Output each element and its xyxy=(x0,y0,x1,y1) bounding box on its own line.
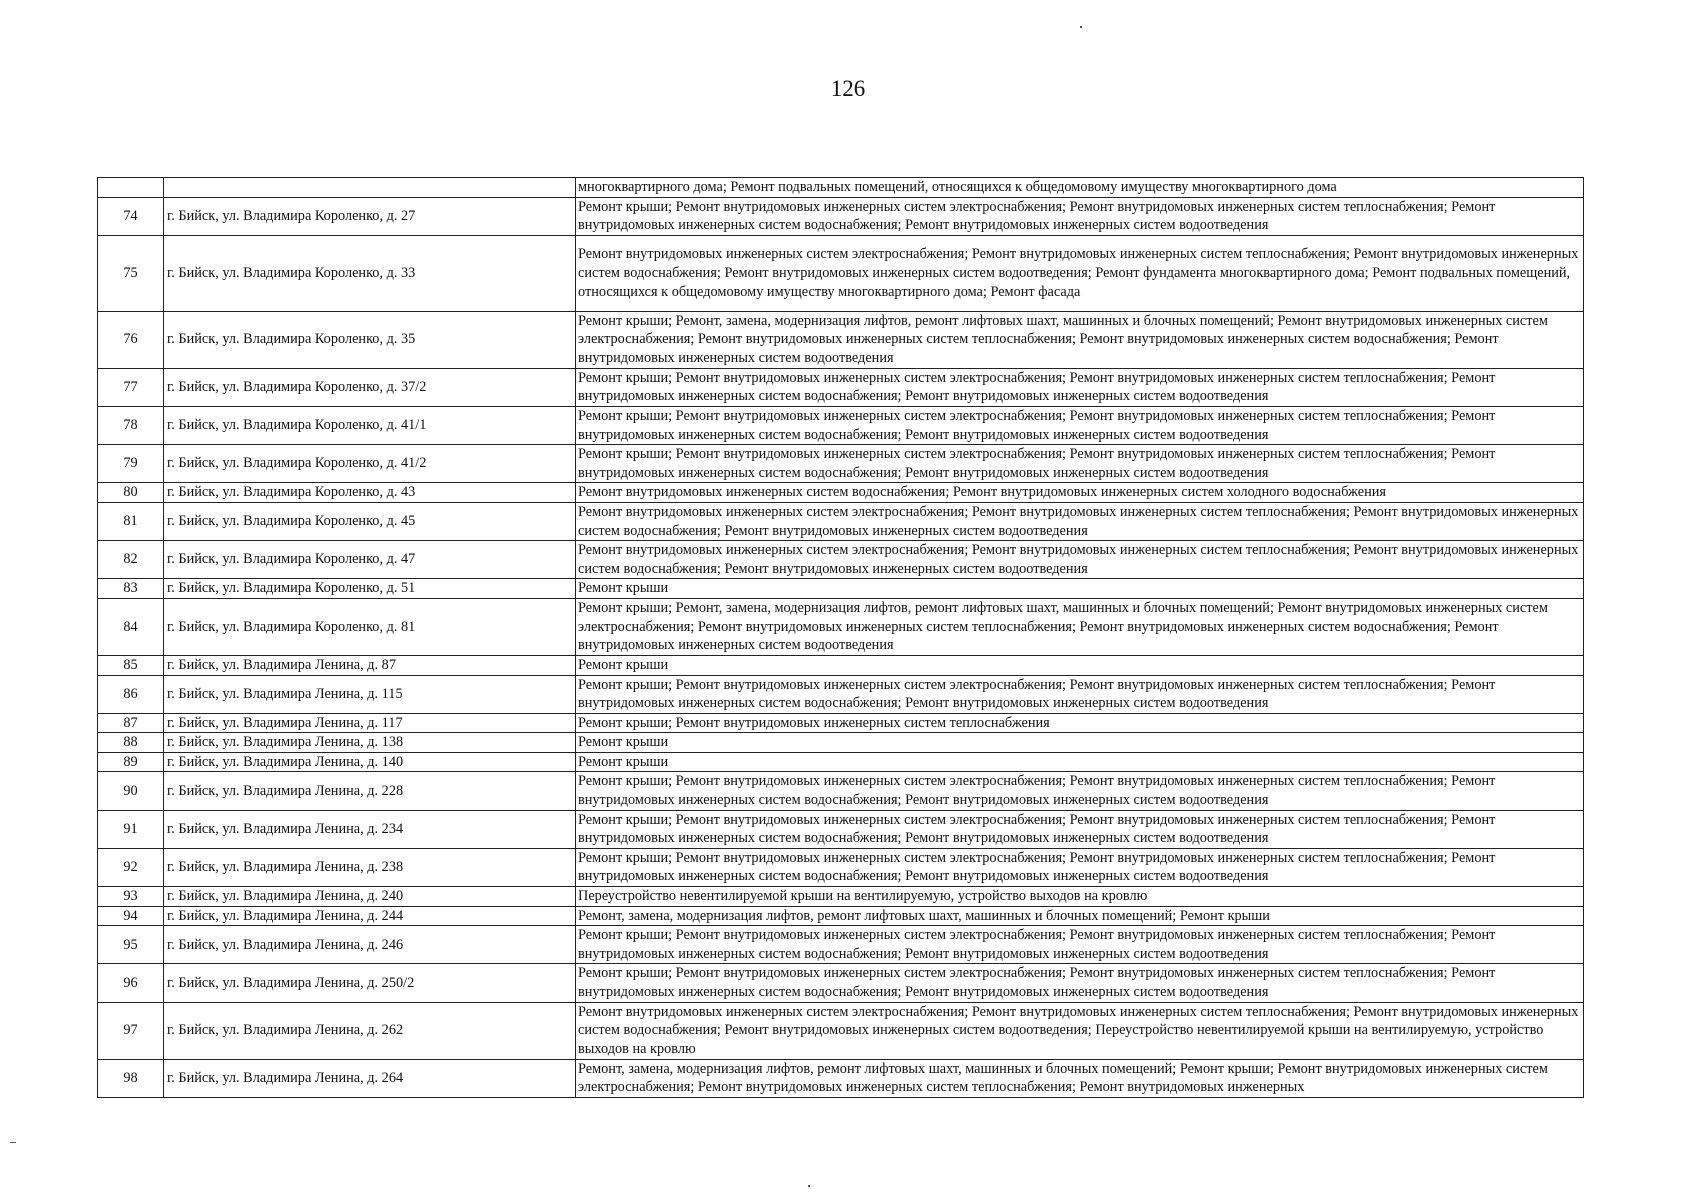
table-row xyxy=(98,655,1584,675)
address-cell: г. Бийск, ул. Владимира Ленина, д. 250/2 xyxy=(164,964,576,1002)
row-number-cell: 74 xyxy=(98,197,164,235)
row-number-cell: 89 xyxy=(98,752,164,772)
works-cell: Ремонт крыши; Ремонт внутридомовых инженерных систем электроснабжения; Ремонт внутридомовых инженерных систем теплоснабжения; Ремонт внутридомовых инженерных систем водоснабжения; Ремонт внутридомовых инженерных систем водоотведения xyxy=(576,368,1584,406)
page-number: 126 xyxy=(830,76,866,101)
row-number-cell: 76 xyxy=(98,311,164,368)
table-row xyxy=(98,311,1584,368)
table-row xyxy=(98,752,1584,772)
row-number-cell: 78 xyxy=(98,406,164,444)
table-row xyxy=(98,772,1584,810)
address-cell: г. Бийск, ул. Владимира Ленина, д. 262 xyxy=(164,1002,576,1059)
table-row xyxy=(98,502,1584,540)
works-cell: Ремонт крыши; Ремонт, замена, модернизация лифтов, ремонт лифтовых шахт, машинных и блочных помещений; Ремонт внутридомовых инженерных систем электроснабжения; Ремонт внутридомовых инженерных систем теплоснабжения; Ремонт внутридомовых инженерных систем водоснабжения; Ремонт внутридомовых инженерных систем водоотведения xyxy=(576,598,1584,655)
table-row xyxy=(98,406,1584,444)
table-row xyxy=(98,675,1584,713)
row-number-cell: 94 xyxy=(98,906,164,926)
table-row xyxy=(98,445,1584,483)
row-number-cell: 93 xyxy=(98,887,164,907)
table-row xyxy=(98,197,1584,235)
address-cell: г. Бийск, ул. Владимира Ленина, д. 87 xyxy=(164,655,576,675)
row-number-cell: 75 xyxy=(98,235,164,311)
works-cell: Ремонт внутридомовых инженерных систем электроснабжения; Ремонт внутридомовых инженерных систем теплоснабжения; Ремонт внутридомовых инженерных систем водоснабжения; Ремонт внутридомовых инженерных систем водоотведения xyxy=(576,541,1584,579)
row-number-cell: 91 xyxy=(98,810,164,848)
works-cell: Ремонт крыши; Ремонт, замена, модернизация лифтов, ремонт лифтовых шахт, машинных и блочных помещений; Ремонт внутридомовых инженерных систем электроснабжения; Ремонт внутридомовых инженерных систем теплоснабжения; Ремонт внутридомовых инженерных систем водоснабжения; Ремонт внутридомовых инженерных систем водоотведения xyxy=(576,311,1584,368)
row-number-cell: 84 xyxy=(98,598,164,655)
row-number-cell xyxy=(98,178,164,198)
works-cell: Переустройство невентилируемой крыши на вентилируемую, устройство выходов на кровлю xyxy=(576,887,1584,907)
address-cell: г. Бийск, ул. Владимира Короленко, д. 27 xyxy=(164,197,576,235)
works-cell: Ремонт крыши; Ремонт внутридомовых инженерных систем электроснабжения; Ремонт внутридомовых инженерных систем теплоснабжения; Ремонт внутридомовых инженерных систем водоснабжения; Ремонт внутридомовых инженерных систем водоотведения xyxy=(576,964,1584,1002)
row-number-cell: 85 xyxy=(98,655,164,675)
address-cell xyxy=(164,178,576,198)
address-cell: г. Бийск, ул. Владимира Короленко, д. 43 xyxy=(164,483,576,503)
works-cell: Ремонт крыши xyxy=(576,752,1584,772)
table-row xyxy=(98,178,1584,198)
address-cell: г. Бийск, ул. Владимира Короленко, д. 33 xyxy=(164,235,576,311)
scan-speck xyxy=(10,1142,16,1143)
works-cell: Ремонт крыши xyxy=(576,733,1584,753)
works-cell: многоквартирного дома; Ремонт подвальных помещений, относящихся к общедомовому имуществу многоквартирного дома xyxy=(576,178,1584,198)
address-cell: г. Бийск, ул. Владимира Ленина, д. 264 xyxy=(164,1059,576,1097)
works-cell: Ремонт внутридомовых инженерных систем электроснабжения; Ремонт внутридомовых инженерных систем теплоснабжения; Ремонт внутридомовых инженерных систем водоснабжения; Ремонт внутридомовых инженерных систем водоотведения; Переустройство невентилируемой крыши на вентилируемую, устройство выходов на кровлю xyxy=(576,1002,1584,1059)
table-row xyxy=(98,733,1584,753)
works-cell: Ремонт крыши; Ремонт внутридомовых инженерных систем электроснабжения; Ремонт внутридомовых инженерных систем теплоснабжения; Ремонт внутридомовых инженерных систем водоснабжения; Ремонт внутридомовых инженерных систем водоотведения xyxy=(576,445,1584,483)
table-row xyxy=(98,235,1584,311)
address-cell: г. Бийск, ул. Владимира Ленина, д. 115 xyxy=(164,675,576,713)
table-row xyxy=(98,964,1584,1002)
row-number-cell: 88 xyxy=(98,733,164,753)
works-cell: Ремонт внутридомовых инженерных систем водоснабжения; Ремонт внутридомовых инженерных систем холодного водоснабжения xyxy=(576,483,1584,503)
table-row xyxy=(98,541,1584,579)
works-cell: Ремонт крыши; Ремонт внутридомовых инженерных систем электроснабжения; Ремонт внутридомовых инженерных систем теплоснабжения; Ремонт внутридомовых инженерных систем водоснабжения; Ремонт внутридомовых инженерных систем водоотведения xyxy=(576,772,1584,810)
works-cell: Ремонт крыши; Ремонт внутридомовых инженерных систем электроснабжения; Ремонт внутридомовых инженерных систем теплоснабжения; Ремонт внутридомовых инженерных систем водоснабжения; Ремонт внутридомовых инженерных систем водоотведения xyxy=(576,197,1584,235)
address-cell: г. Бийск, ул. Владимира Ленина, д. 246 xyxy=(164,926,576,964)
row-number-cell: 95 xyxy=(98,926,164,964)
works-cell: Ремонт крыши; Ремонт внутридомовых инженерных систем электроснабжения; Ремонт внутридомовых инженерных систем теплоснабжения; Ремонт внутридомовых инженерных систем водоснабжения; Ремонт внутридомовых инженерных систем водоотведения xyxy=(576,810,1584,848)
table-row xyxy=(98,483,1584,503)
address-cell: г. Бийск, ул. Владимира Короленко, д. 45 xyxy=(164,502,576,540)
table-row xyxy=(98,926,1584,964)
row-number-cell: 83 xyxy=(98,579,164,599)
table-row xyxy=(98,598,1584,655)
repair-works-table xyxy=(97,177,1584,1098)
address-cell: г. Бийск, ул. Владимира Короленко, д. 51 xyxy=(164,579,576,599)
address-cell: г. Бийск, ул. Владимира Короленко, д. 41/2 xyxy=(164,445,576,483)
works-cell: Ремонт внутридомовых инженерных систем электроснабжения; Ремонт внутридомовых инженерных систем теплоснабжения; Ремонт внутридомовых инженерных систем водоснабжения; Ремонт внутридомовых инженерных систем водоотведения xyxy=(576,502,1584,540)
works-cell: Ремонт, замена, модернизация лифтов, ремонт лифтовых шахт, машинных и блочных помещений; Ремонт крыши xyxy=(576,906,1584,926)
works-cell: Ремонт, замена, модернизация лифтов, ремонт лифтовых шахт, машинных и блочных помещений; Ремонт крыши; Ремонт внутридомовых инженерных систем электроснабжения; Ремонт внутридомовых инженерных систем теплоснабжения; Ремонт внутридомовых инженерных xyxy=(576,1059,1584,1097)
scan-speck xyxy=(808,1185,810,1187)
address-cell: г. Бийск, ул. Владимира Короленко, д. 47 xyxy=(164,541,576,579)
row-number-cell: 81 xyxy=(98,502,164,540)
works-cell: Ремонт внутридомовых инженерных систем электроснабжения; Ремонт внутридомовых инженерных систем теплоснабжения; Ремонт внутридомовых инженерных систем водоснабжения; Ремонт внутридомовых инженерных систем водоотведения; Ремонт фундамента многоквартирного дома; Ремонт подвальных помещений, относящихся к общедомовому имуществу многоквартирного дома; Ремонт фасада xyxy=(576,235,1584,311)
table-row xyxy=(98,368,1584,406)
address-cell: г. Бийск, ул. Владимира Ленина, д. 140 xyxy=(164,752,576,772)
works-cell: Ремонт крыши; Ремонт внутридомовых инженерных систем электроснабжения; Ремонт внутридомовых инженерных систем теплоснабжения; Ремонт внутридомовых инженерных систем водоснабжения; Ремонт внутридомовых инженерных систем водоотведения xyxy=(576,675,1584,713)
row-number-cell: 77 xyxy=(98,368,164,406)
table-row xyxy=(98,810,1584,848)
row-number-cell: 79 xyxy=(98,445,164,483)
address-cell: г. Бийск, ул. Владимира Ленина, д. 234 xyxy=(164,810,576,848)
works-cell: Ремонт крыши xyxy=(576,655,1584,675)
address-cell: г. Бийск, ул. Владимира Ленина, д. 238 xyxy=(164,848,576,886)
row-number-cell: 82 xyxy=(98,541,164,579)
address-cell: г. Бийск, ул. Владимира Короленко, д. 41/1 xyxy=(164,406,576,444)
table-row xyxy=(98,848,1584,886)
table-row xyxy=(98,906,1584,926)
table-row xyxy=(98,713,1584,733)
works-cell: Ремонт крыши; Ремонт внутридомовых инженерных систем электроснабжения; Ремонт внутридомовых инженерных систем теплоснабжения; Ремонт внутридомовых инженерных систем водоснабжения; Ремонт внутридомовых инженерных систем водоотведения xyxy=(576,926,1584,964)
row-number-cell: 98 xyxy=(98,1059,164,1097)
table-row xyxy=(98,1059,1584,1097)
address-cell: г. Бийск, ул. Владимира Короленко, д. 35 xyxy=(164,311,576,368)
table-row xyxy=(98,579,1584,599)
table-row xyxy=(98,887,1584,907)
scan-speck xyxy=(1080,26,1082,28)
row-number-cell: 90 xyxy=(98,772,164,810)
table-row xyxy=(98,1002,1584,1059)
row-number-cell: 87 xyxy=(98,713,164,733)
works-cell: Ремонт крыши; Ремонт внутридомовых инженерных систем электроснабжения; Ремонт внутридомовых инженерных систем теплоснабжения; Ремонт внутридомовых инженерных систем водоснабжения; Ремонт внутридомовых инженерных систем водоотведения xyxy=(576,848,1584,886)
table-body xyxy=(98,178,1584,1098)
works-cell: Ремонт крыши xyxy=(576,579,1584,599)
address-cell: г. Бийск, ул. Владимира Ленина, д. 240 xyxy=(164,887,576,907)
row-number-cell: 97 xyxy=(98,1002,164,1059)
works-cell: Ремонт крыши; Ремонт внутридомовых инженерных систем электроснабжения; Ремонт внутридомовых инженерных систем теплоснабжения; Ремонт внутридомовых инженерных систем водоснабжения; Ремонт внутридомовых инженерных систем водоотведения xyxy=(576,406,1584,444)
address-cell: г. Бийск, ул. Владимира Короленко, д. 81 xyxy=(164,598,576,655)
address-cell: г. Бийск, ул. Владимира Ленина, д. 138 xyxy=(164,733,576,753)
works-cell: Ремонт крыши; Ремонт внутридомовых инженерных систем теплоснабжения xyxy=(576,713,1584,733)
row-number-cell: 92 xyxy=(98,848,164,886)
address-cell: г. Бийск, ул. Владимира Короленко, д. 37/2 xyxy=(164,368,576,406)
address-cell: г. Бийск, ул. Владимира Ленина, д. 117 xyxy=(164,713,576,733)
row-number-cell: 86 xyxy=(98,675,164,713)
row-number-cell: 96 xyxy=(98,964,164,1002)
address-cell: г. Бийск, ул. Владимира Ленина, д. 228 xyxy=(164,772,576,810)
address-cell: г. Бийск, ул. Владимира Ленина, д. 244 xyxy=(164,906,576,926)
row-number-cell: 80 xyxy=(98,483,164,503)
